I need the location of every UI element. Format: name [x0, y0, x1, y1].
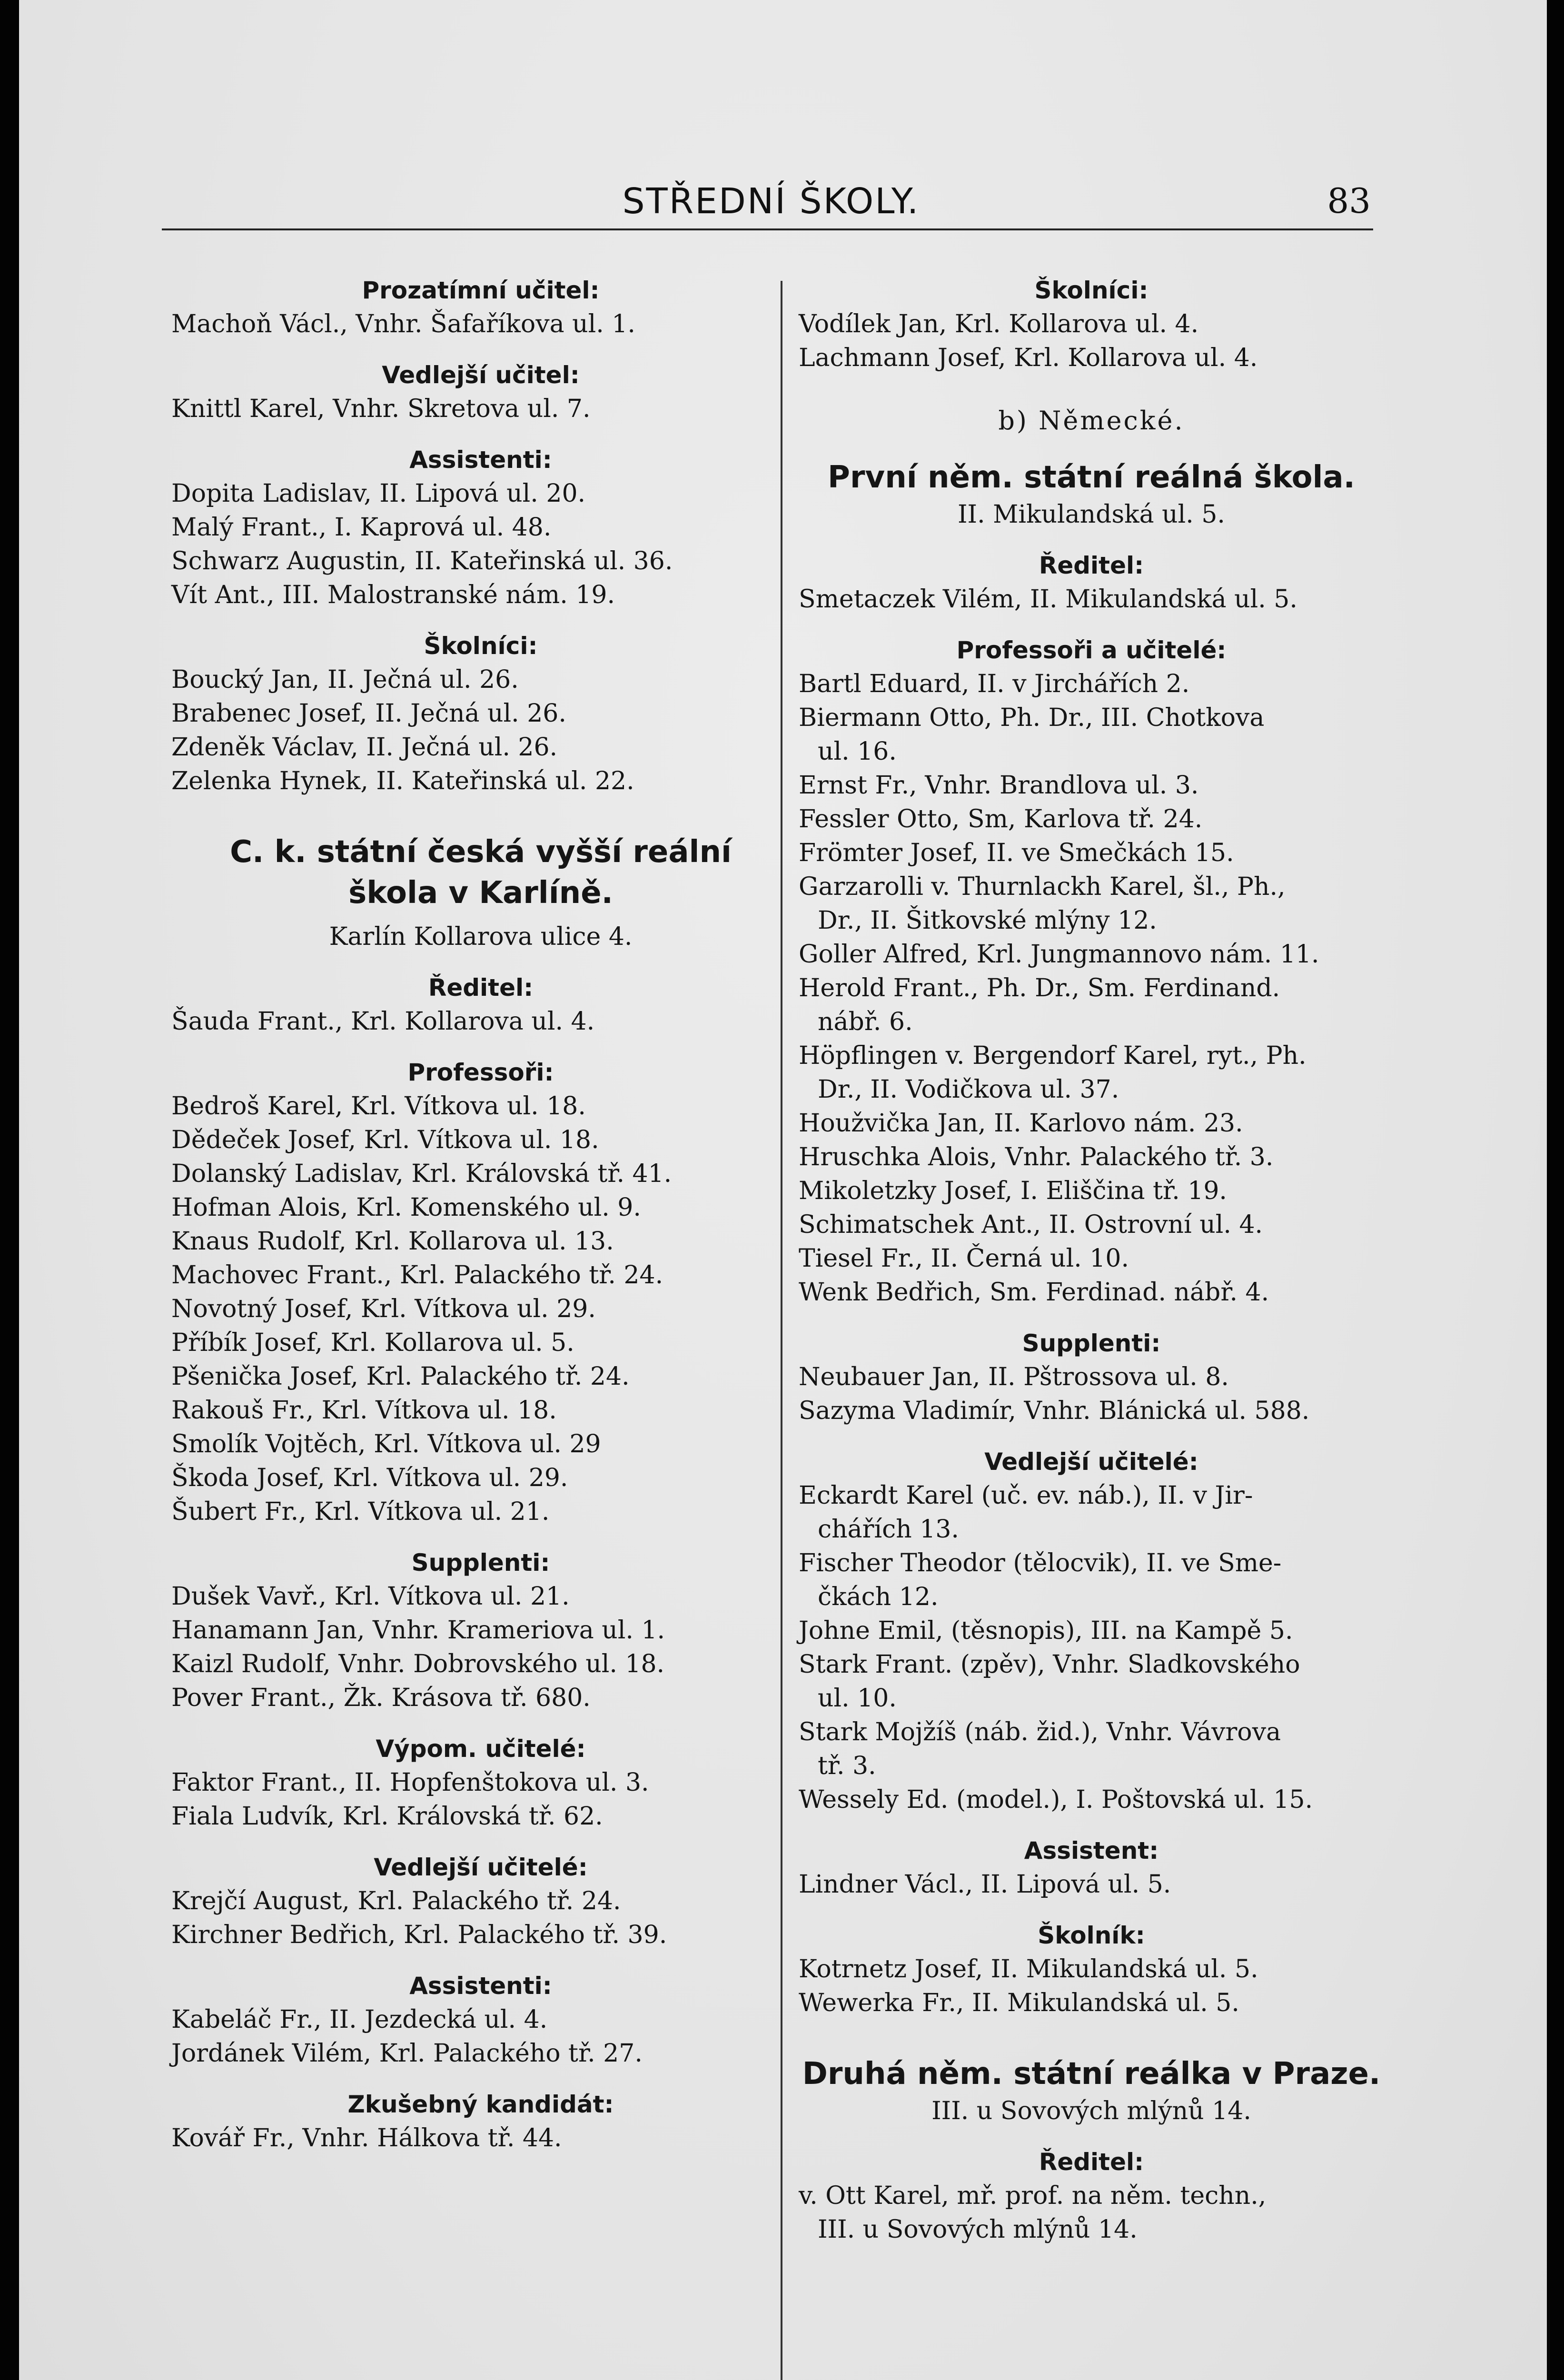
entry-line: Machoň Václ., Vnhr. Šafaříkova ul. 1.	[171, 310, 635, 338]
page-number: 83	[1327, 181, 1371, 221]
section-heading: Prozatímní učitel:	[362, 277, 600, 304]
right-column	[799, 274, 1384, 2247]
entry-line: Škoda Josef, Krl. Vítkova ul. 29.	[171, 1464, 568, 1492]
section-heading: Ředitel:	[1039, 552, 1144, 579]
entry-line: Kirchner Bedřich, Krl. Palackého tř. 39.	[171, 1921, 667, 1949]
entry-line: Fiala Ludvík, Krl. Královská tř. 62.	[171, 1802, 603, 1831]
entry-line: Dr., II. Šitkovské mlýny 12.	[818, 906, 1157, 935]
entry-line: Smetaczek Vilém, II. Mikulandská ul. 5.	[799, 585, 1297, 614]
entry-line: Hanamann Jan, Vnhr. Krameriova ul. 1.	[171, 1616, 665, 1645]
entry-line: Goller Alfred, Krl. Jungmannovo nám. 11.	[799, 940, 1319, 969]
entry-line: Frömter Josef, II. ve Smečkách 15.	[799, 839, 1234, 867]
entry-line: Vodílek Jan, Krl. Kollarova ul. 4.	[799, 310, 1199, 338]
entry-line: nábř. 6.	[818, 1008, 913, 1036]
section-heading: Ředitel:	[1039, 2148, 1144, 2176]
section-heading: Školník:	[1038, 1922, 1145, 1949]
entry-line: Faktor Frant., II. Hopfenštokova ul. 3.	[171, 1768, 649, 1797]
entry-line: Ernst Fr., Vnhr. Brandlova ul. 3.	[799, 771, 1199, 800]
section-heading: Vedlejší učitelé:	[374, 1854, 588, 1881]
entry-line: Herold Frant., Ph. Dr., Sm. Ferdinand.	[799, 974, 1280, 1002]
entry-line: Malý Frant., I. Kaprová ul. 48.	[171, 513, 552, 542]
header-rule	[162, 228, 1373, 230]
entry-line: Kotrnetz Josef, II. Mikulandská ul. 5.	[799, 1955, 1258, 1983]
entry-line: Stark Frant. (zpěv), Vnhr. Sladkovského	[799, 1650, 1300, 1679]
entry-line: Brabenec Josef, II. Ječná ul. 26.	[171, 699, 566, 728]
school-title: Druhá něm. státní reálka v Praze.	[802, 2056, 1381, 2092]
entry-line: Stark Mojžíš (náb. žid.), Vnhr. Vávrova	[799, 1718, 1281, 1746]
entry-line: Eckardt Karel (uč. ev. náb.), II. v Jir-	[799, 1481, 1253, 1510]
entry-line: Wessely Ed. (model.), I. Poštovská ul. 15.	[799, 1785, 1313, 1814]
entry-line: tř. 3.	[818, 1752, 876, 1780]
section-heading: Professoři:	[407, 1059, 554, 1086]
entry-line: Hruschka Alois, Vnhr. Palackého tř. 3.	[799, 1143, 1274, 1171]
entry-line: Wenk Bedřich, Sm. Ferdinad. nábř. 4.	[799, 1278, 1269, 1307]
entry-line: Vít Ant., III. Malostranské nám. 19.	[171, 581, 615, 609]
entry-line: Kabeláč Fr., II. Jezdecká ul. 4.	[171, 2005, 548, 2034]
page	[19, 0, 1547, 2380]
entry-line: Šubert Fr., Krl. Vítkova ul. 21.	[171, 1497, 550, 1526]
entry-line: Zdeněk Václav, II. Ječná ul. 26.	[171, 733, 558, 762]
entry-line: Smolík Vojtěch, Krl. Vítkova ul. 29	[171, 1430, 601, 1458]
entry-line: Dopita Ladislav, II. Lipová ul. 20.	[171, 479, 586, 508]
entry-line: Lachmann Josef, Krl. Kollarova ul. 4.	[799, 344, 1258, 372]
section-heading: Assistenti:	[409, 446, 552, 474]
entry-line: Höpflingen v. Bergendorf Karel, ryt., Ph.	[799, 1041, 1307, 1070]
entry-line: Wewerka Fr., II. Mikulandská ul. 5.	[799, 1989, 1239, 2017]
entry-line: Kaizl Rudolf, Vnhr. Dobrovského ul. 18.	[171, 1650, 665, 1678]
entry-line: Lindner Václ., II. Lipová ul. 5.	[799, 1870, 1171, 1899]
entry-line: Fischer Theodor (tělocvik), II. ve Sme-	[799, 1549, 1282, 1577]
school-address: Karlín Kollarova ulice 4.	[329, 922, 633, 951]
entry-line: III. u Sovových mlýnů 14.	[818, 2215, 1138, 2244]
school-title: První něm. státní reálná škola.	[828, 460, 1355, 495]
entry-line: Garzarolli v. Thurnlackh Karel, šl., Ph.,	[799, 873, 1286, 901]
school-address: II. Mikulandská ul. 5.	[958, 500, 1225, 529]
entry-line: Dolanský Ladislav, Krl. Královská tř. 41.	[171, 1160, 672, 1188]
entry-line: Rakouš Fr., Krl. Vítkova ul. 18.	[171, 1396, 557, 1425]
entry-line: Tiesel Fr., II. Černá ul. 10.	[799, 1244, 1129, 1273]
entry-line: Pšenička Josef, Krl. Palackého tř. 24.	[171, 1362, 630, 1391]
entry-line: Neubauer Jan, II. Pštrossova ul. 8.	[799, 1363, 1229, 1391]
school-title-line2: škola v Karlíně.	[348, 875, 613, 911]
section-heading: Ředitel:	[428, 974, 534, 1002]
entry-line: Knittl Karel, Vnhr. Skretova ul. 7.	[171, 395, 591, 423]
entry-line: Sazyma Vladimír, Vnhr. Blánická ul. 588.	[799, 1397, 1310, 1425]
entry-line: Jordánek Vilém, Krl. Palackého tř. 27.	[171, 2039, 643, 2068]
school-address: III. u Sovových mlýnů 14.	[931, 2097, 1251, 2125]
entry-line: Houžvička Jan, II. Karlovo nám. 23.	[799, 1109, 1243, 1138]
entry-line: čkách 12.	[818, 1583, 939, 1611]
section-heading: Vedlejší učitel:	[382, 361, 580, 389]
entry-line: v. Ott Karel, mř. prof. na něm. techn.,	[799, 2182, 1267, 2210]
section-heading: Výpom. učitelé:	[376, 1735, 586, 1763]
entry-line: Krejčí August, Krl. Palackého tř. 24.	[171, 1887, 621, 1915]
entry-line: Hofman Alois, Krl. Komenského ul. 9.	[171, 1193, 641, 1222]
entry-line: ul. 10.	[818, 1684, 897, 1713]
section-heading: Assistenti:	[409, 1972, 552, 2000]
entry-line: Knaus Rudolf, Krl. Kollarova ul. 13.	[171, 1227, 614, 1256]
entry-line: Dr., II. Vodičkova ul. 37.	[818, 1075, 1119, 1104]
entry-line: Fessler Otto, Sm, Karlova tř. 24.	[799, 805, 1203, 833]
entry-line: Schimatschek Ant., II. Ostrovní ul. 4.	[799, 1210, 1263, 1239]
section-heading: Školníci:	[424, 632, 538, 660]
left-column	[171, 274, 790, 2155]
page-header	[171, 176, 1371, 233]
entry-line: Dědeček Josef, Krl. Vítkova ul. 18.	[171, 1126, 599, 1154]
entry-line: Bartl Eduard, II. v Jirchářích 2.	[799, 670, 1190, 698]
entry-line: Mikoletzky Josef, I. Eliščina tř. 19.	[799, 1177, 1227, 1205]
section-heading: Professoři a učitelé:	[956, 636, 1227, 664]
school-title: C. k. státní česká vyšší reální	[230, 834, 732, 870]
section-heading: Školníci:	[1034, 277, 1148, 304]
section-heading: Zkušebný kandidát:	[347, 2091, 614, 2118]
running-title: STŘEDNÍ ŠKOLY.	[622, 181, 920, 222]
entry-line: Biermann Otto, Ph. Dr., III. Chotkova	[799, 704, 1265, 732]
section-heading: Supplenti:	[411, 1549, 550, 1577]
entry-line: Machovec Frant., Krl. Palackého tř. 24.	[171, 1261, 663, 1289]
entry-line: ul. 16.	[818, 737, 897, 766]
entry-line: Boucký Jan, II. Ječná ul. 26.	[171, 665, 519, 694]
entry-line: Pover Frant., Žk. Krásova tř. 680.	[171, 1684, 591, 1712]
section-heading: Supplenti:	[1022, 1329, 1161, 1357]
entry-line: Novotný Josef, Krl. Vítkova ul. 29.	[171, 1295, 596, 1323]
entry-line: chářích 13.	[818, 1515, 959, 1544]
section-heading: Vedlejší učitelé:	[984, 1448, 1198, 1476]
entry-line: Zelenka Hynek, II. Kateřinská ul. 22.	[171, 767, 634, 795]
entry-line: Schwarz Augustin, II. Kateřinská ul. 36.	[171, 547, 673, 575]
entry-line: Bedroš Karel, Krl. Vítkova ul. 18.	[171, 1092, 586, 1121]
entry-line: Šauda Frant., Krl. Kollarova ul. 4.	[171, 1007, 595, 1036]
entry-line: Johne Emil, (těsnopis), III. na Kampě 5.	[799, 1616, 1293, 1645]
subsection-title: b) Německé.	[998, 406, 1185, 436]
entry-line: Dušek Vavř., Krl. Vítkova ul. 21.	[171, 1582, 570, 1611]
section-heading: Assistent:	[1024, 1837, 1159, 1864]
entry-line: Příbík Josef, Krl. Kollarova ul. 5.	[171, 1329, 574, 1357]
entry-line: Kovář Fr., Vnhr. Hálkova tř. 44.	[171, 2124, 562, 2152]
